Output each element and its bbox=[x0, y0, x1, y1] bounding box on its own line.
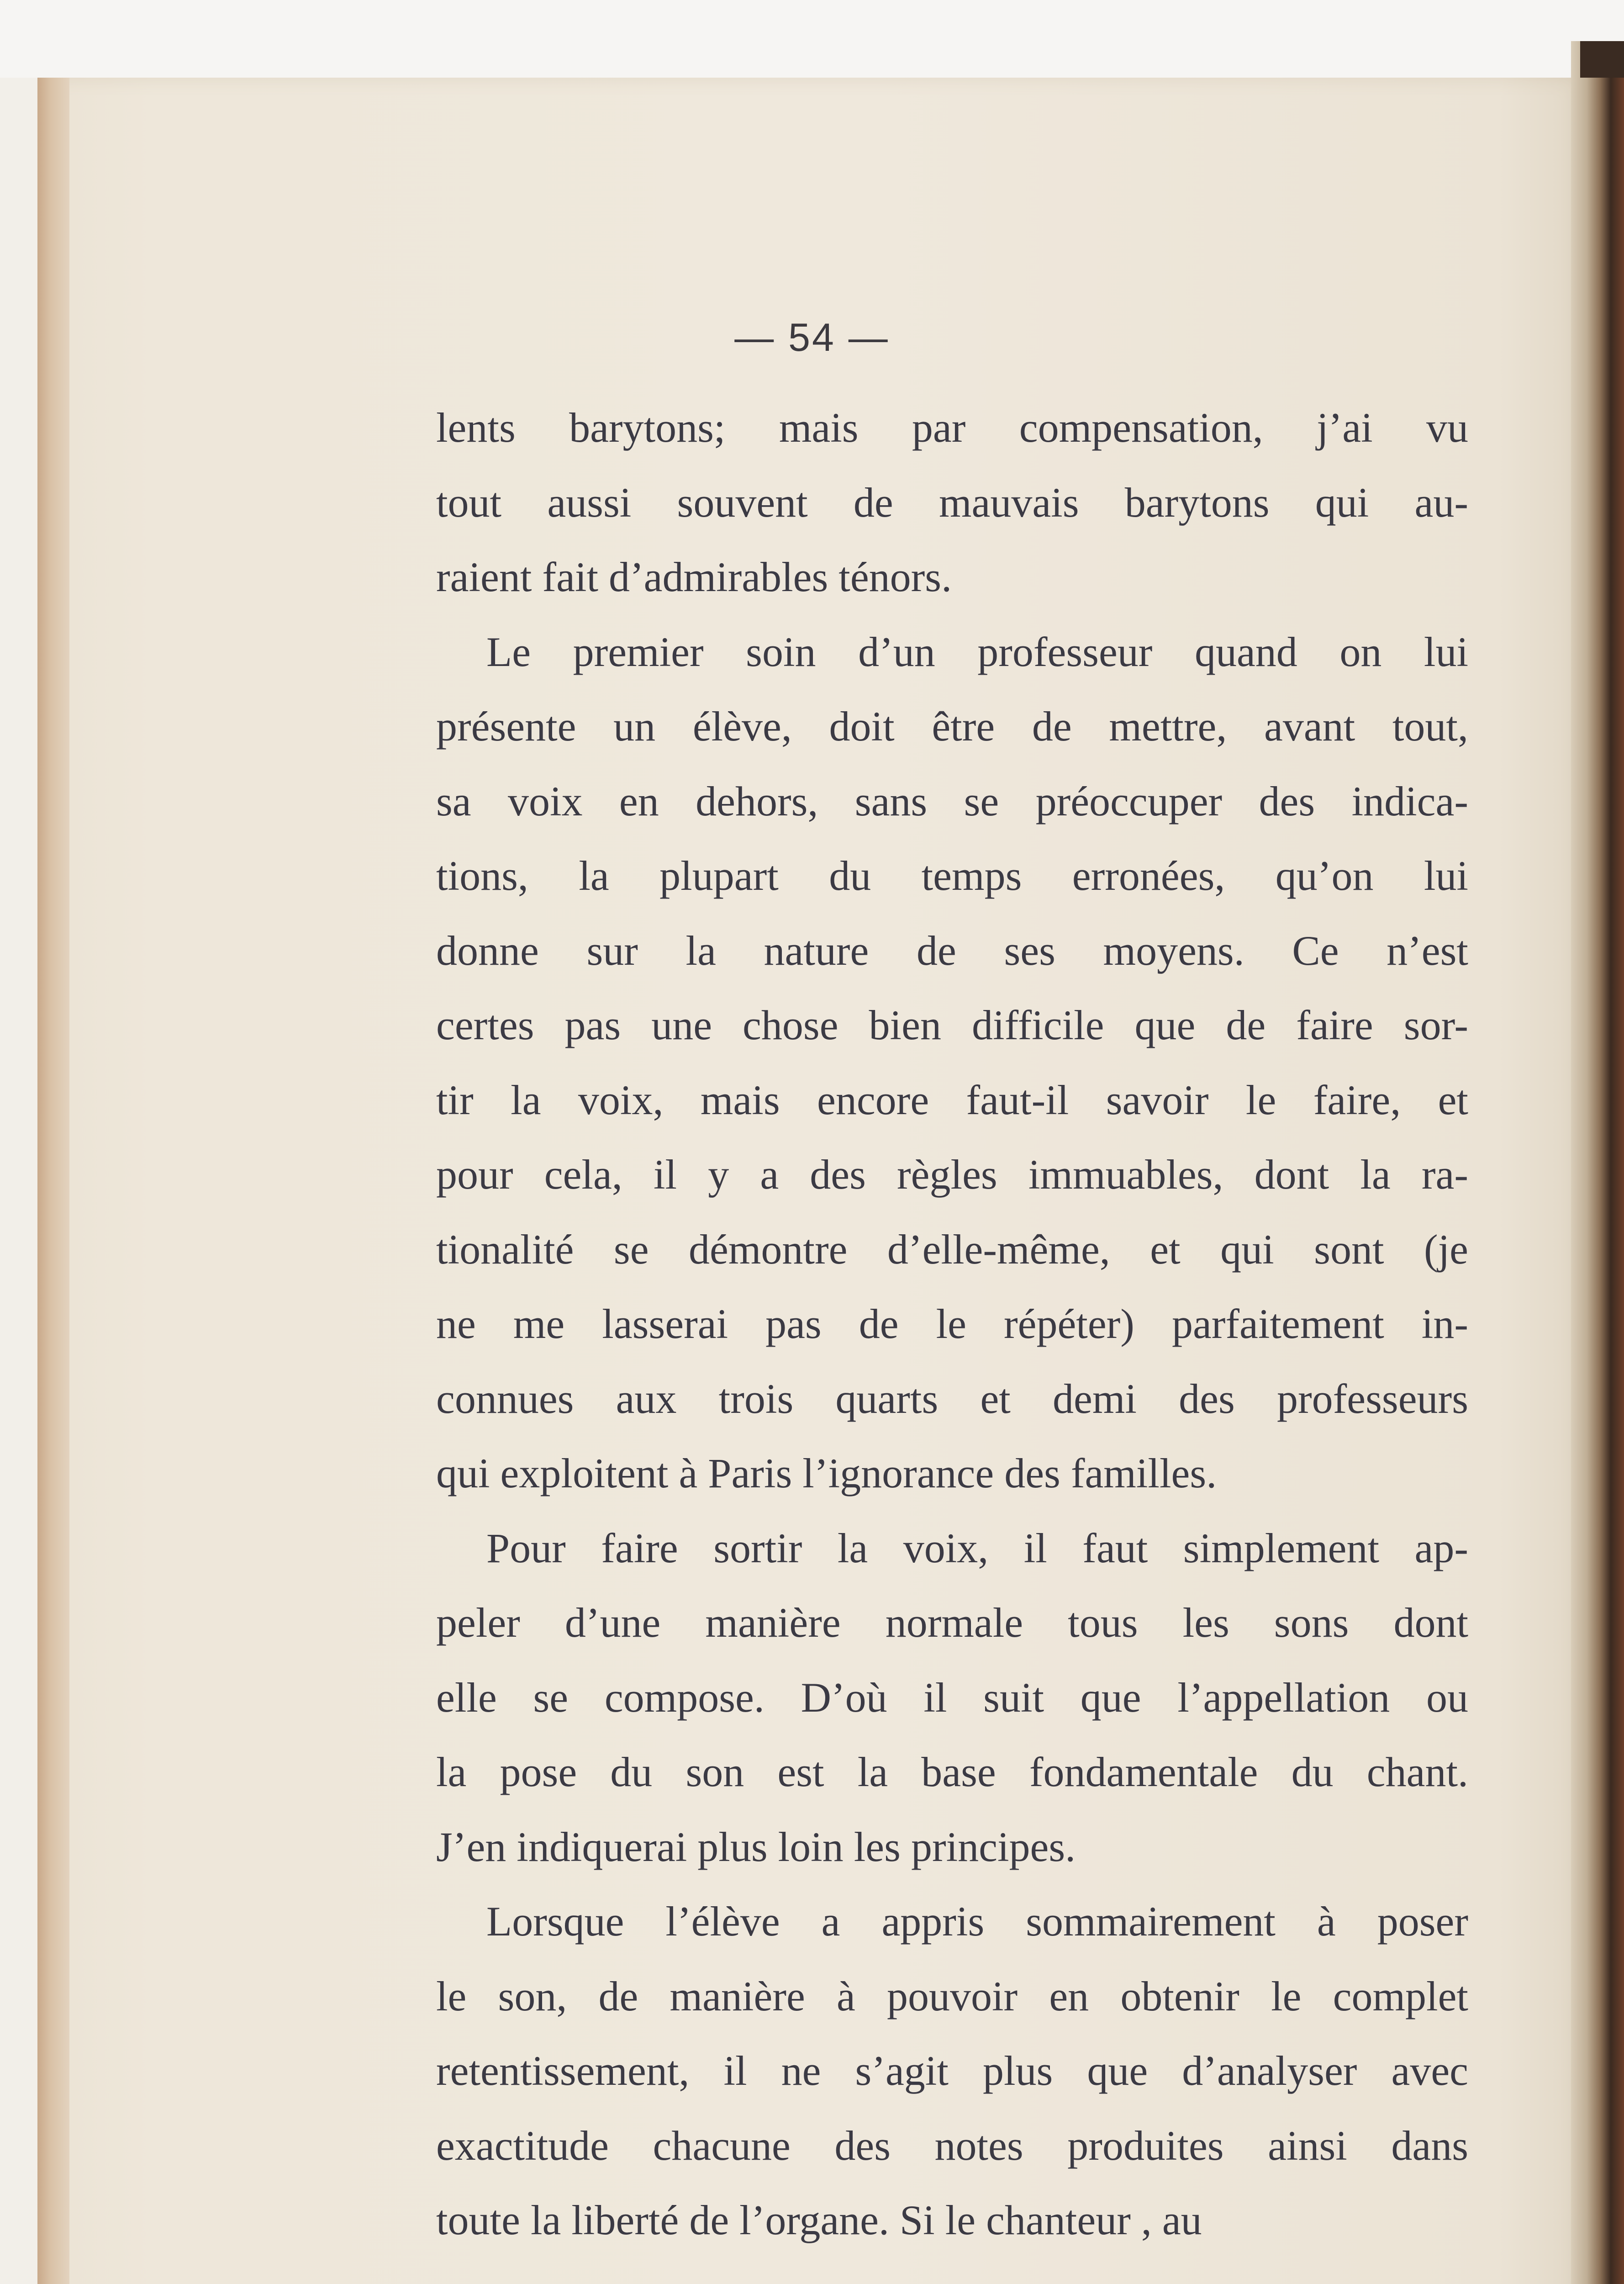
text-line: Pour faire sortir la voix, il faut simplement ap- bbox=[486, 1524, 1468, 1571]
text-line: lents barytons; mais par compensation, j’ai vu bbox=[436, 404, 1468, 451]
text-line: Le premier soin d’un professeur quand on lui bbox=[486, 628, 1468, 675]
text-line: qui exploitent à Paris l’ignorance des familles. bbox=[436, 1450, 1217, 1496]
text-line: tions, la plupart du temps erronées, qu’on lui bbox=[436, 852, 1468, 899]
text-line: toute la liberté de l’organe. Si le chanteur , au bbox=[436, 2197, 1202, 2243]
text-line: J’en indiquerai plus loin les principes. bbox=[436, 1823, 1076, 1870]
text-line: peler d’une manière normale tous les sons dont bbox=[436, 1599, 1468, 1646]
page-number: — 54 — bbox=[734, 316, 890, 360]
page-gutter bbox=[37, 78, 69, 2284]
text-line: le son, de manière à pouvoir en obtenir le complet bbox=[436, 1972, 1468, 2020]
text-line: sa voix en dehors, sans se préoccuper des indica- bbox=[436, 777, 1468, 825]
text-line: la pose du son est la base fondamentale du chant. bbox=[436, 1749, 1468, 1795]
text-line: raient fait d’admirables ténors. bbox=[436, 554, 952, 600]
page-body-text bbox=[436, 391, 1468, 2258]
book-edge bbox=[1571, 41, 1624, 2284]
scan-background-top bbox=[0, 0, 1624, 78]
text-line: elle se compose. D’où il suit que l’appellation ou bbox=[436, 1674, 1468, 1721]
text-line: retentissement, il ne s’agit plus que d’analyser avec bbox=[436, 2047, 1468, 2094]
text-line: tout aussi souvent de mauvais barytons qui au- bbox=[436, 479, 1468, 526]
text-line: ne me lasserai pas de le répéter) parfaitement in- bbox=[436, 1301, 1468, 1347]
text-line: pour cela, il y a des règles immuables, dont la ra- bbox=[436, 1151, 1468, 1198]
text-line: exactitude chacune des notes produites ainsi dans bbox=[436, 2122, 1468, 2169]
text-line: certes pas une chose bien difficile que de faire sor- bbox=[436, 1002, 1468, 1048]
text-line: présente un élève, doit être de mettre, avant tout, bbox=[436, 703, 1468, 750]
text-line: tir la voix, mais encore faut-il savoir le faire, et bbox=[436, 1076, 1468, 1123]
text-line: donne sur la nature de ses moyens. Ce n’est bbox=[436, 927, 1468, 974]
text-line: Lorsque l’élève a appris sommairement à poser bbox=[486, 1898, 1468, 1945]
text-line: connues aux trois quarts et demi des professeurs bbox=[436, 1375, 1468, 1422]
text-line: tionalité se démontre d’elle-même, et qui sont (je bbox=[436, 1226, 1468, 1273]
binding-edge-top bbox=[1580, 41, 1624, 78]
